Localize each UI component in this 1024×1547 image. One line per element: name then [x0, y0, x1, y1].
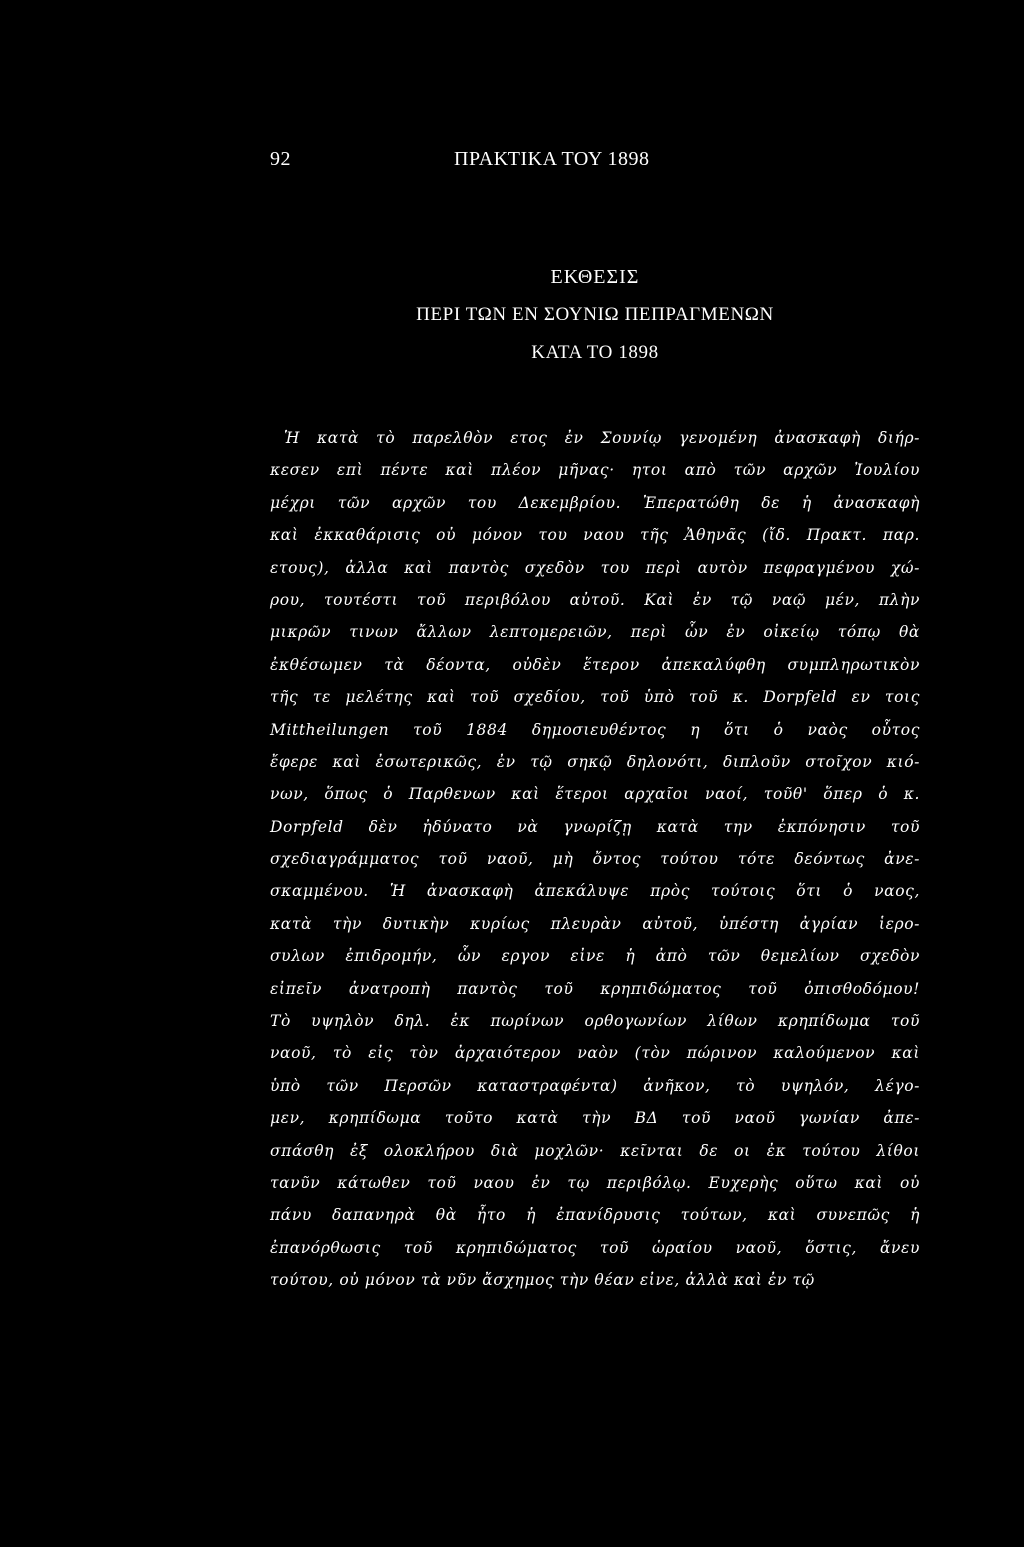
running-title: ΠΡΑΚΤΙΚΑ ΤΟΥ 1898	[454, 148, 650, 170]
text-line: Ἡ κατὰ τὸ παρελθὸν ετος ἐν Σουνίῳ γενομένη ἀνασκαφὴ διήρ-	[284, 429, 920, 447]
text-line: σχεδιαγράμματος τοῦ ναοῦ, μὴ ὄντος τούτου τότε δεόντως ἀνε-	[270, 850, 920, 869]
report-heading	[270, 258, 920, 372]
text-line: κατὰ τὴν δυτικὴν κυρίως πλευρὰν αὐτοῦ, ὑπέστη ἀγρίαν ἱερο-	[270, 914, 920, 933]
heading-year-line: ΚΑΤΑ ΤΟ 1898	[531, 342, 659, 363]
text-line: τούτου, οὐ μόνον τὰ νῦν ἄσχημος τὴν θέαν εἰνε, ἀλλὰ καὶ ἐν τῷ	[270, 1271, 815, 1290]
text-line: ἔφερε καὶ ἐσωτερικῶς, ἐν τῷ σηκῷ δηλονότι, διπλοῦν στοῖχον κιό-	[270, 752, 920, 771]
text-line: Dorpfeld δὲν ἠδύνατο νὰ γνωρίζῃ κατὰ την ἐκπόνησιν τοῦ	[270, 817, 920, 836]
body-paragraph	[270, 422, 920, 1297]
text-line: καὶ ἐκκαθάρισις οὐ μόνον του ναου τῆς Ἀθηνᾶς (ἴδ. Πρακτ. παρ.	[270, 526, 920, 545]
text-line: Mittheilungen τοῦ 1884 δημοσιευθέντος η ὅτι ὁ ναὸς οὗτος	[270, 720, 920, 739]
text-line: ὑπὸ τῶν Περσῶν καταστραφέντα) ἀνῆκον, τὸ υψηλόν, λέγο-	[270, 1076, 920, 1095]
text-line: σκαμμένου. Ἡ ἀνασκαφὴ ἀπεκάλυψε πρὸς τούτοις ὅτι ὁ ναος,	[270, 882, 920, 901]
heading-subtitle: ΠΕΡΙ ΤΩΝ ΕΝ ΣΟΥΝΙΩ ΠΕΠΡΑΓΜΕΝΩΝ	[416, 304, 774, 325]
text-line: τῆς τε μελέτης καὶ τοῦ σχεδίου, τοῦ ὑπὸ τοῦ κ. Dorpfeld εν τοις	[270, 688, 920, 707]
text-line: ναοῦ, τὸ εἰς τὸν ἀρχαιότερον ναὸν (τὸν πώρινον καλούμενον καὶ	[270, 1044, 920, 1063]
text-line: μέχρι τῶν αρχῶν του Δεκεμβρίου. Ἐπερατώθη δε ἡ ἀνασκαφὴ	[270, 493, 920, 512]
text-line: μεν, κρηπίδωμα τοῦτο κατὰ τὴν ΒΔ τοῦ ναοῦ γωνίαν ἀπε-	[270, 1109, 920, 1128]
text-line: ρου, τουτέστι τοῦ περιβόλου αὐτοῦ. Καὶ ἐν τῷ ναῷ μέν, πλὴν	[270, 590, 920, 609]
text-line: τανῦν κάτωθεν τοῦ ναου ἐν τῳ περιβόλῳ. Ευχερὴς οὕτω καὶ οὐ	[270, 1173, 920, 1192]
text-line: ἐκθέσωμεν τὰ δέοντα, οὐδὲν ἕτερον ἀπεκαλύφθη συμπληρωτικὸν	[270, 655, 920, 674]
text-line: σπάσθη ἐξ ολοκλήρου διὰ μοχλῶν· κεῖνται δε οι ἐκ τούτου λίθοι	[270, 1141, 920, 1160]
text-line: νων, ὅπως ὁ Παρθενων καὶ ἕτεροι αρχαῖοι ναοί, τοῦθ' ὅπερ ὁ κ.	[270, 785, 920, 804]
text-line: συλων ἐπιδρομήν, ὧν εργον εἰνε ἡ ἀπὸ τῶν θεμελίων σχεδὸν	[270, 947, 920, 966]
text-line: ἐπανόρθωσις τοῦ κρηπιδώματος τοῦ ὡραίου ναοῦ, ὅστις, ἄνευ	[270, 1238, 920, 1257]
text-line: πάνυ δαπανηρὰ θὰ ἦτο ἡ ἐπανίδρυσις τούτων, καὶ συνεπῶς ἡ	[270, 1206, 920, 1225]
heading-title: ΕΚΘΕΣΙΣ	[550, 266, 640, 288]
text-line: κεσεν επὶ πέντε καὶ πλέον μῆνας· ητοι απὸ τῶν αρχῶν Ἰουλίου	[270, 461, 920, 480]
text-line: ετους), ἀλλα καὶ παντὸς σχεδὸν του περὶ αυτὸν πεφραγμένου χώ-	[270, 558, 920, 577]
text-line: εἰπεῖν ἀνατροπὴ παντὸς τοῦ κρηπιδώματος τοῦ ὀπισθοδόμου!	[270, 979, 920, 998]
page-number: 92	[270, 148, 291, 170]
running-head	[270, 148, 920, 178]
text-line: μικρῶν τινων ἄλλων λεπτομερειῶν, περὶ ὧν ἐν οἰκείῳ τόπῳ θὰ	[270, 623, 920, 642]
text-line: Τὸ υψηλὸν δηλ. ἐκ πωρίνων ορθογωνίων λίθων κρηπίδωμα τοῦ	[270, 1012, 920, 1031]
